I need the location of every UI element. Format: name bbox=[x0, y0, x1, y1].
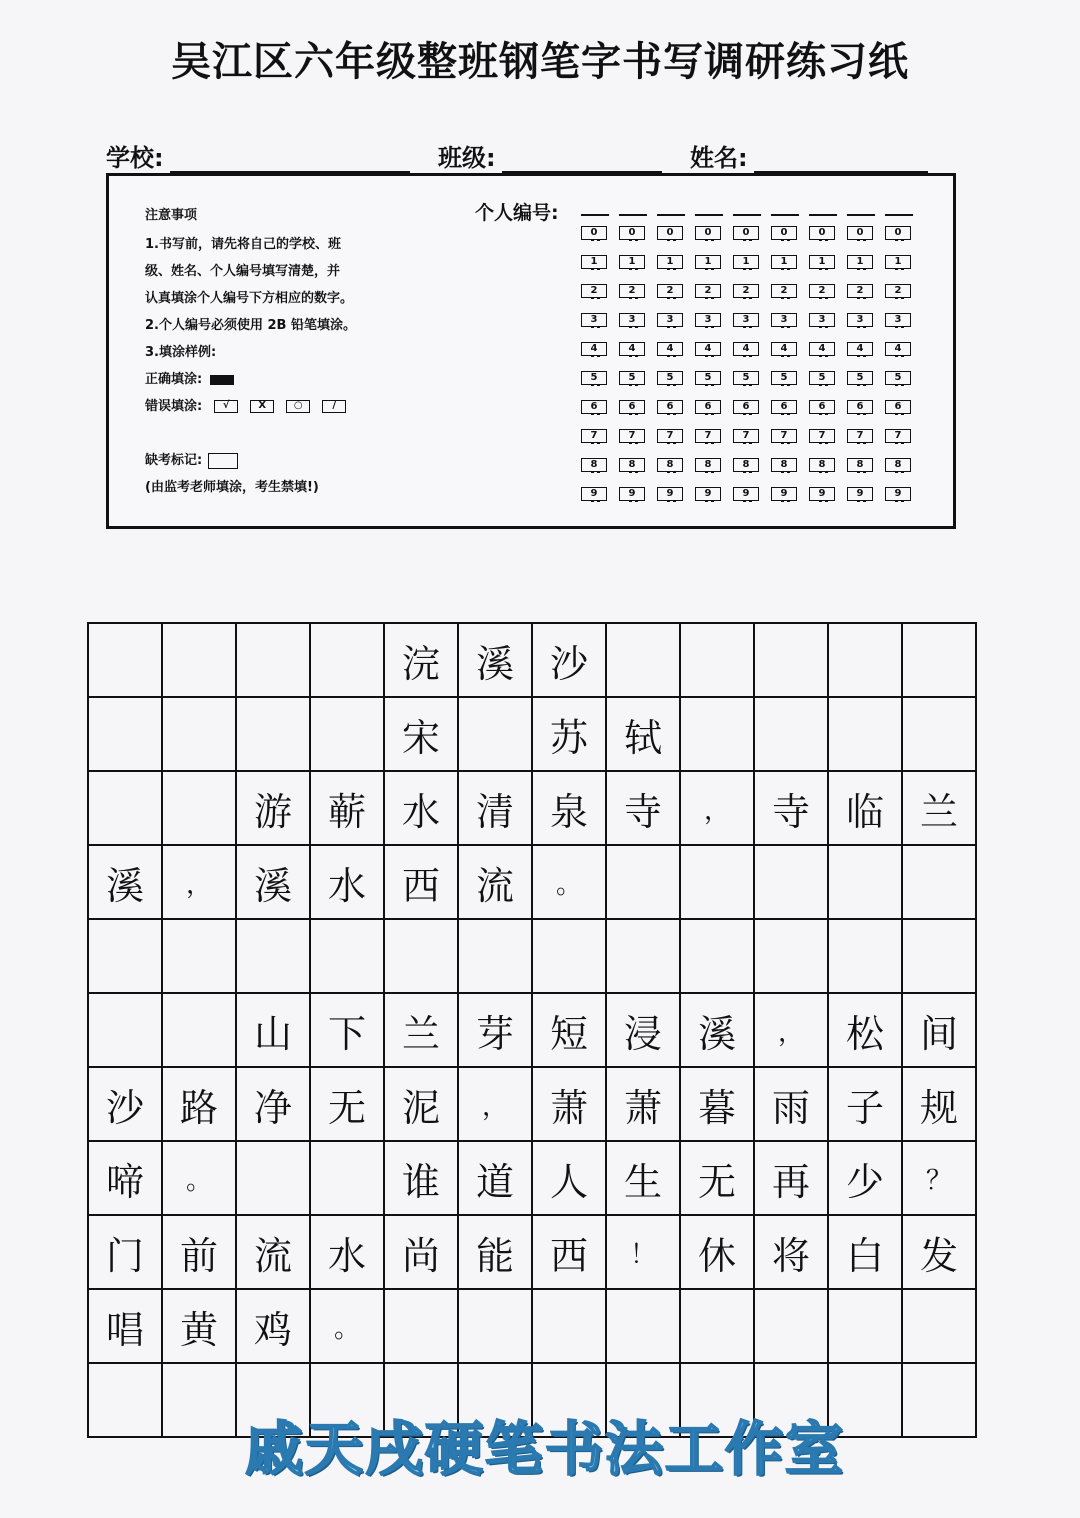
digit-bubble[interactable]: 9 bbox=[885, 487, 911, 501]
instructions bbox=[145, 202, 356, 501]
id-digit-blank[interactable] bbox=[847, 214, 875, 216]
digit-bubble[interactable]: 8 bbox=[885, 458, 911, 472]
grid-cell[interactable]: 沙 bbox=[532, 623, 606, 697]
grid-cell[interactable]: 西 bbox=[384, 845, 458, 919]
grid-cell[interactable]: 少 bbox=[828, 1141, 902, 1215]
digit-bubble[interactable]: 1 bbox=[885, 255, 911, 269]
digit-bubble[interactable]: 2 bbox=[695, 284, 721, 298]
digit-bubble[interactable]: 4 bbox=[657, 342, 683, 356]
digit-bubble[interactable]: 5 bbox=[657, 371, 683, 385]
grid-cell[interactable]: 啼 bbox=[88, 1141, 162, 1215]
grid-cell[interactable]: 泉 bbox=[532, 771, 606, 845]
grid-cell[interactable]: 沙 bbox=[88, 1067, 162, 1141]
grid-cell[interactable] bbox=[828, 845, 902, 919]
digit-bubble[interactable]: 1 bbox=[619, 255, 645, 269]
grid-cell[interactable]: 清 bbox=[458, 771, 532, 845]
school-label: 学校: bbox=[106, 144, 164, 172]
digit-bubble[interactable]: 6 bbox=[885, 400, 911, 414]
digit-bubble[interactable]: 5 bbox=[885, 371, 911, 385]
grid-cell[interactable]: 再 bbox=[754, 1141, 828, 1215]
digit-bubble[interactable]: 7 bbox=[771, 429, 797, 443]
class-field[interactable] bbox=[438, 138, 662, 173]
personal-id-bubble-grid bbox=[581, 226, 923, 516]
digit-bubble[interactable]: 0 bbox=[771, 226, 797, 240]
digit-bubble[interactable]: 7 bbox=[695, 429, 721, 443]
digit-bubble[interactable]: 0 bbox=[885, 226, 911, 240]
bubble-row bbox=[581, 284, 923, 313]
grid-cell[interactable]: 临 bbox=[828, 771, 902, 845]
digit-bubble[interactable]: 2 bbox=[809, 284, 835, 298]
grid-cell[interactable]: ， bbox=[754, 993, 828, 1067]
digit-bubble[interactable]: 9 bbox=[809, 487, 835, 501]
slash-mark-icon: / bbox=[322, 400, 346, 413]
grid-cell[interactable] bbox=[310, 623, 384, 697]
digit-bubble[interactable]: 6 bbox=[733, 400, 759, 414]
name-input-line[interactable] bbox=[754, 141, 928, 173]
grid-cell[interactable] bbox=[754, 919, 828, 993]
digit-bubble[interactable]: 9 bbox=[581, 487, 607, 501]
grid-cell[interactable]: 宋 bbox=[384, 697, 458, 771]
personal-id-label: 个人编号: bbox=[475, 202, 559, 224]
grid-cell[interactable]: 芽 bbox=[458, 993, 532, 1067]
id-digit-blank[interactable] bbox=[771, 214, 799, 216]
instruction-line: 认真填涂个人编号下方相应的数字。 bbox=[145, 291, 354, 306]
grid-cell[interactable]: 尚 bbox=[384, 1215, 458, 1289]
school-field[interactable] bbox=[106, 138, 410, 173]
grid-cell[interactable]: 蕲 bbox=[310, 771, 384, 845]
digit-bubble[interactable]: 8 bbox=[847, 458, 873, 472]
grid-cell[interactable] bbox=[606, 919, 680, 993]
id-digit-blank[interactable] bbox=[581, 214, 609, 216]
digit-bubble[interactable]: 6 bbox=[847, 400, 873, 414]
digit-bubble[interactable]: 8 bbox=[581, 458, 607, 472]
digit-bubble[interactable]: 3 bbox=[619, 313, 645, 327]
grid-cell[interactable]: 白 bbox=[828, 1215, 902, 1289]
grid-cell[interactable]: 水 bbox=[310, 845, 384, 919]
cross-mark-icon: X bbox=[250, 400, 274, 413]
grid-cell[interactable]: 水 bbox=[310, 1215, 384, 1289]
digit-bubble[interactable]: 1 bbox=[581, 255, 607, 269]
grid-cell[interactable] bbox=[754, 845, 828, 919]
digit-bubble[interactable]: 7 bbox=[885, 429, 911, 443]
grid-cell[interactable]: 兰 bbox=[384, 993, 458, 1067]
grid-cell[interactable] bbox=[606, 1289, 680, 1363]
digit-bubble[interactable]: 0 bbox=[619, 226, 645, 240]
digit-bubble[interactable]: 3 bbox=[657, 313, 683, 327]
grid-cell[interactable] bbox=[162, 697, 236, 771]
digit-bubble[interactable]: 0 bbox=[581, 226, 607, 240]
grid-cell[interactable]: ， bbox=[162, 845, 236, 919]
bubble-row bbox=[581, 313, 923, 342]
digit-bubble[interactable]: 9 bbox=[695, 487, 721, 501]
grid-cell[interactable] bbox=[754, 697, 828, 771]
digit-bubble[interactable]: 5 bbox=[619, 371, 645, 385]
grid-cell[interactable]: 休 bbox=[680, 1215, 754, 1289]
grid-cell[interactable] bbox=[236, 919, 310, 993]
grid-cell[interactable]: 轼 bbox=[606, 697, 680, 771]
grid-cell[interactable]: 暮 bbox=[680, 1067, 754, 1141]
student-info-row bbox=[106, 138, 956, 178]
grid-cell[interactable] bbox=[458, 919, 532, 993]
digit-bubble[interactable]: 4 bbox=[619, 342, 645, 356]
bubble-row bbox=[581, 371, 923, 400]
name-field[interactable] bbox=[690, 138, 928, 173]
grid-row bbox=[88, 623, 976, 697]
grid-cell[interactable]: 门 bbox=[88, 1215, 162, 1289]
wrong-sample-label: 错误填涂: bbox=[145, 399, 203, 414]
school-input-line[interactable] bbox=[170, 141, 410, 173]
grid-cell[interactable]: 路 bbox=[162, 1067, 236, 1141]
digit-bubble[interactable]: 3 bbox=[695, 313, 721, 327]
grid-cell[interactable]: 萧 bbox=[606, 1067, 680, 1141]
grid-row bbox=[88, 771, 976, 845]
digit-bubble[interactable]: 3 bbox=[581, 313, 607, 327]
grid-cell[interactable]: 人 bbox=[532, 1141, 606, 1215]
grid-cell[interactable] bbox=[754, 623, 828, 697]
grid-cell[interactable]: 游 bbox=[236, 771, 310, 845]
digit-bubble[interactable]: 9 bbox=[619, 487, 645, 501]
digit-bubble[interactable]: 1 bbox=[809, 255, 835, 269]
digit-bubble[interactable]: 7 bbox=[581, 429, 607, 443]
class-input-line[interactable] bbox=[502, 141, 662, 173]
grid-cell[interactable] bbox=[236, 1141, 310, 1215]
digit-bubble[interactable]: 5 bbox=[695, 371, 721, 385]
grid-cell[interactable]: ！ bbox=[606, 1215, 680, 1289]
bubble-row bbox=[581, 400, 923, 429]
grid-cell[interactable]: 松 bbox=[828, 993, 902, 1067]
instruction-line: 1.书写前，请先将自己的学校、班 bbox=[145, 237, 341, 252]
check-mark-icon: √ bbox=[214, 400, 238, 413]
writing-grid bbox=[87, 622, 977, 1438]
digit-bubble[interactable]: 9 bbox=[771, 487, 797, 501]
grid-cell[interactable]: 溪 bbox=[458, 623, 532, 697]
digit-bubble[interactable]: 7 bbox=[619, 429, 645, 443]
name-label: 姓名: bbox=[690, 144, 748, 172]
digit-bubble[interactable]: 0 bbox=[733, 226, 759, 240]
grid-cell[interactable] bbox=[88, 771, 162, 845]
grid-cell[interactable] bbox=[680, 919, 754, 993]
grid-cell[interactable] bbox=[88, 919, 162, 993]
grid-cell[interactable] bbox=[902, 697, 976, 771]
class-label: 班级: bbox=[438, 144, 496, 172]
grid-cell[interactable]: 发 bbox=[902, 1215, 976, 1289]
grid-cell[interactable] bbox=[828, 919, 902, 993]
bubble-row bbox=[581, 487, 923, 516]
grid-cell[interactable]: 水 bbox=[384, 771, 458, 845]
id-digit-blank[interactable] bbox=[809, 214, 837, 216]
digit-bubble[interactable]: 7 bbox=[809, 429, 835, 443]
digit-bubble[interactable]: 3 bbox=[809, 313, 835, 327]
digit-bubble[interactable]: 0 bbox=[847, 226, 873, 240]
grid-row bbox=[88, 697, 976, 771]
digit-bubble[interactable]: 8 bbox=[695, 458, 721, 472]
digit-bubble[interactable]: 4 bbox=[581, 342, 607, 356]
grid-cell[interactable] bbox=[680, 697, 754, 771]
grid-cell[interactable]: 溪 bbox=[236, 845, 310, 919]
digit-bubble[interactable]: 3 bbox=[771, 313, 797, 327]
digit-bubble[interactable]: 3 bbox=[847, 313, 873, 327]
digit-bubble[interactable]: 2 bbox=[581, 284, 607, 298]
grid-row bbox=[88, 1215, 976, 1289]
digit-bubble[interactable]: 0 bbox=[809, 226, 835, 240]
absent-mark-label: 缺考标记: bbox=[145, 453, 203, 468]
instructions-heading: 注意事项 bbox=[145, 208, 198, 223]
grid-cell[interactable]: 溪 bbox=[680, 993, 754, 1067]
grid-cell[interactable]: 能 bbox=[458, 1215, 532, 1289]
grid-cell[interactable]: 将 bbox=[754, 1215, 828, 1289]
digit-bubble[interactable]: 9 bbox=[657, 487, 683, 501]
digit-bubble[interactable]: 6 bbox=[581, 400, 607, 414]
grid-cell[interactable] bbox=[902, 623, 976, 697]
circle-mark-icon: ○ bbox=[286, 400, 310, 413]
bubble-row bbox=[581, 429, 923, 458]
bubble-row bbox=[581, 342, 923, 371]
grid-cell[interactable] bbox=[606, 623, 680, 697]
grid-cell[interactable]: 无 bbox=[680, 1141, 754, 1215]
grid-cell[interactable]: 山 bbox=[236, 993, 310, 1067]
instruction-line: 级、姓名、个人编号填写清楚，并 bbox=[145, 264, 341, 279]
digit-bubble[interactable]: 7 bbox=[847, 429, 873, 443]
grid-cell[interactable] bbox=[606, 845, 680, 919]
digit-bubble[interactable]: 6 bbox=[771, 400, 797, 414]
digit-bubble[interactable]: 8 bbox=[619, 458, 645, 472]
id-digit-blank[interactable] bbox=[619, 214, 647, 216]
grid-row bbox=[88, 845, 976, 919]
grid-cell[interactable] bbox=[828, 623, 902, 697]
grid-row bbox=[88, 993, 976, 1067]
grid-cell[interactable]: 净 bbox=[236, 1067, 310, 1141]
grid-cell[interactable]: 前 bbox=[162, 1215, 236, 1289]
grid-cell[interactable]: 规 bbox=[902, 1067, 976, 1141]
grid-cell[interactable] bbox=[828, 1289, 902, 1363]
digit-bubble[interactable]: 4 bbox=[733, 342, 759, 356]
bubble-row bbox=[581, 255, 923, 284]
id-digit-blank[interactable] bbox=[885, 214, 913, 216]
grid-cell[interactable]: 子 bbox=[828, 1067, 902, 1141]
digit-bubble[interactable]: 5 bbox=[847, 371, 873, 385]
digit-bubble[interactable]: 5 bbox=[733, 371, 759, 385]
digit-bubble[interactable]: 4 bbox=[695, 342, 721, 356]
grid-cell[interactable] bbox=[532, 919, 606, 993]
digit-bubble[interactable]: 6 bbox=[809, 400, 835, 414]
grid-cell[interactable] bbox=[88, 623, 162, 697]
grid-cell[interactable] bbox=[310, 1141, 384, 1215]
digit-bubble[interactable]: 6 bbox=[695, 400, 721, 414]
grid-cell[interactable] bbox=[902, 1289, 976, 1363]
page-title: 吴江区六年级整班钢笔字书写调研练习纸 bbox=[171, 39, 909, 85]
grid-cell[interactable] bbox=[902, 919, 976, 993]
digit-bubble[interactable]: 7 bbox=[657, 429, 683, 443]
digit-bubble[interactable]: 7 bbox=[733, 429, 759, 443]
grid-cell[interactable]: 浣 bbox=[384, 623, 458, 697]
digit-bubble[interactable]: 2 bbox=[771, 284, 797, 298]
digit-bubble[interactable]: 2 bbox=[619, 284, 645, 298]
grid-cell[interactable]: 。 bbox=[162, 1141, 236, 1215]
digit-bubble[interactable]: 0 bbox=[657, 226, 683, 240]
bubble-row bbox=[581, 226, 923, 255]
id-digit-blank[interactable] bbox=[657, 214, 685, 216]
id-digit-blank[interactable] bbox=[733, 214, 761, 216]
notice-box bbox=[106, 173, 956, 529]
grid-cell[interactable]: 苏 bbox=[532, 697, 606, 771]
grid-cell[interactable]: 。 bbox=[532, 845, 606, 919]
digit-bubble[interactable]: 5 bbox=[581, 371, 607, 385]
digit-bubble[interactable]: 1 bbox=[847, 255, 873, 269]
grid-cell[interactable]: 下 bbox=[310, 993, 384, 1067]
grid-cell[interactable] bbox=[162, 771, 236, 845]
grid-cell[interactable]: 间 bbox=[902, 993, 976, 1067]
grid-cell[interactable] bbox=[828, 697, 902, 771]
grid-cell[interactable]: 兰 bbox=[902, 771, 976, 845]
digit-bubble[interactable]: 1 bbox=[771, 255, 797, 269]
grid-cell[interactable]: ， bbox=[458, 1067, 532, 1141]
grid-cell[interactable]: 溪 bbox=[88, 845, 162, 919]
digit-bubble[interactable]: 9 bbox=[733, 487, 759, 501]
grid-cell[interactable] bbox=[532, 1289, 606, 1363]
digit-bubble[interactable]: 8 bbox=[657, 458, 683, 472]
grid-cell[interactable]: 唱 bbox=[88, 1289, 162, 1363]
digit-bubble[interactable]: 5 bbox=[771, 371, 797, 385]
grid-cell[interactable] bbox=[310, 697, 384, 771]
digit-bubble[interactable]: 9 bbox=[847, 487, 873, 501]
digit-bubble[interactable]: 4 bbox=[885, 342, 911, 356]
wrong-sample bbox=[145, 393, 356, 420]
digit-bubble[interactable]: 2 bbox=[657, 284, 683, 298]
digit-bubble[interactable]: 4 bbox=[809, 342, 835, 356]
digit-bubble[interactable]: 6 bbox=[619, 400, 645, 414]
bubble-row bbox=[581, 458, 923, 487]
grid-cell[interactable] bbox=[754, 1289, 828, 1363]
grid-cell[interactable]: 泥 bbox=[384, 1067, 458, 1141]
digit-bubble[interactable]: 2 bbox=[885, 284, 911, 298]
grid-cell[interactable] bbox=[680, 845, 754, 919]
digit-bubble[interactable]: 8 bbox=[733, 458, 759, 472]
absent-note: (由监考老师填涂，考生禁填!) bbox=[145, 480, 319, 495]
absent-mark bbox=[145, 447, 356, 474]
grid-cell[interactable]: ， bbox=[680, 771, 754, 845]
grid-cell[interactable] bbox=[458, 1289, 532, 1363]
digit-bubble[interactable]: 4 bbox=[847, 342, 873, 356]
grid-cell[interactable]: 流 bbox=[236, 1215, 310, 1289]
grid-cell[interactable]: 谁 bbox=[384, 1141, 458, 1215]
digit-bubble[interactable]: 1 bbox=[695, 255, 721, 269]
grid-cell[interactable] bbox=[458, 697, 532, 771]
grid-cell[interactable]: 短 bbox=[532, 993, 606, 1067]
grid-cell[interactable]: ？ bbox=[902, 1141, 976, 1215]
grid-cell[interactable] bbox=[162, 919, 236, 993]
grid-cell[interactable] bbox=[680, 1289, 754, 1363]
correct-sample-label: 正确填涂: bbox=[145, 372, 203, 387]
grid-cell[interactable] bbox=[680, 623, 754, 697]
digit-bubble[interactable]: 4 bbox=[771, 342, 797, 356]
digit-bubble[interactable]: 8 bbox=[809, 458, 835, 472]
grid-cell[interactable]: 萧 bbox=[532, 1067, 606, 1141]
instruction-line: 3.填涂样例: bbox=[145, 345, 217, 360]
instruction-line: 2.个人编号必须使用 2B 铅笔填涂。 bbox=[145, 318, 356, 333]
grid-cell[interactable]: 黄 bbox=[162, 1289, 236, 1363]
digit-bubble[interactable]: 3 bbox=[733, 313, 759, 327]
grid-cell[interactable]: 浸 bbox=[606, 993, 680, 1067]
digit-bubble[interactable]: 6 bbox=[657, 400, 683, 414]
personal-id-blanks[interactable] bbox=[581, 214, 923, 216]
digit-bubble[interactable]: 8 bbox=[771, 458, 797, 472]
grid-cell[interactable]: 寺 bbox=[754, 771, 828, 845]
digit-bubble[interactable]: 1 bbox=[733, 255, 759, 269]
grid-cell[interactable] bbox=[236, 697, 310, 771]
grid-cell[interactable] bbox=[384, 1289, 458, 1363]
digit-bubble[interactable]: 3 bbox=[885, 313, 911, 327]
grid-row bbox=[88, 919, 976, 993]
grid-cell[interactable] bbox=[384, 919, 458, 993]
grid-cell[interactable]: 鸡 bbox=[236, 1289, 310, 1363]
digit-bubble[interactable]: 1 bbox=[657, 255, 683, 269]
grid-row bbox=[88, 1141, 976, 1215]
grid-cell[interactable]: 流 bbox=[458, 845, 532, 919]
digit-bubble[interactable]: 0 bbox=[695, 226, 721, 240]
grid-cell[interactable]: 生 bbox=[606, 1141, 680, 1215]
grid-cell[interactable] bbox=[310, 919, 384, 993]
grid-cell[interactable] bbox=[236, 623, 310, 697]
digit-bubble[interactable]: 2 bbox=[847, 284, 873, 298]
watermark: 戚天戌硬笔书法工作室 bbox=[244, 1415, 845, 1483]
grid-cell[interactable]: 雨 bbox=[754, 1067, 828, 1141]
grid-cell[interactable] bbox=[88, 993, 162, 1067]
grid-cell[interactable]: 道 bbox=[458, 1141, 532, 1215]
digit-bubble[interactable]: 2 bbox=[733, 284, 759, 298]
grid-cell[interactable]: 。 bbox=[310, 1289, 384, 1363]
filled-mark-icon bbox=[210, 375, 234, 385]
grid-cell[interactable] bbox=[902, 845, 976, 919]
grid-row bbox=[88, 1067, 976, 1141]
correct-sample bbox=[145, 366, 356, 393]
grid-cell[interactable] bbox=[162, 623, 236, 697]
absent-mark-box[interactable] bbox=[208, 453, 238, 469]
grid-cell[interactable]: 西 bbox=[532, 1215, 606, 1289]
grid-cell[interactable]: 无 bbox=[310, 1067, 384, 1141]
grid-row bbox=[88, 1289, 976, 1363]
digit-bubble[interactable]: 5 bbox=[809, 371, 835, 385]
grid-cell[interactable] bbox=[162, 993, 236, 1067]
grid-cell[interactable] bbox=[88, 697, 162, 771]
grid-cell[interactable]: 寺 bbox=[606, 771, 680, 845]
id-digit-blank[interactable] bbox=[695, 214, 723, 216]
